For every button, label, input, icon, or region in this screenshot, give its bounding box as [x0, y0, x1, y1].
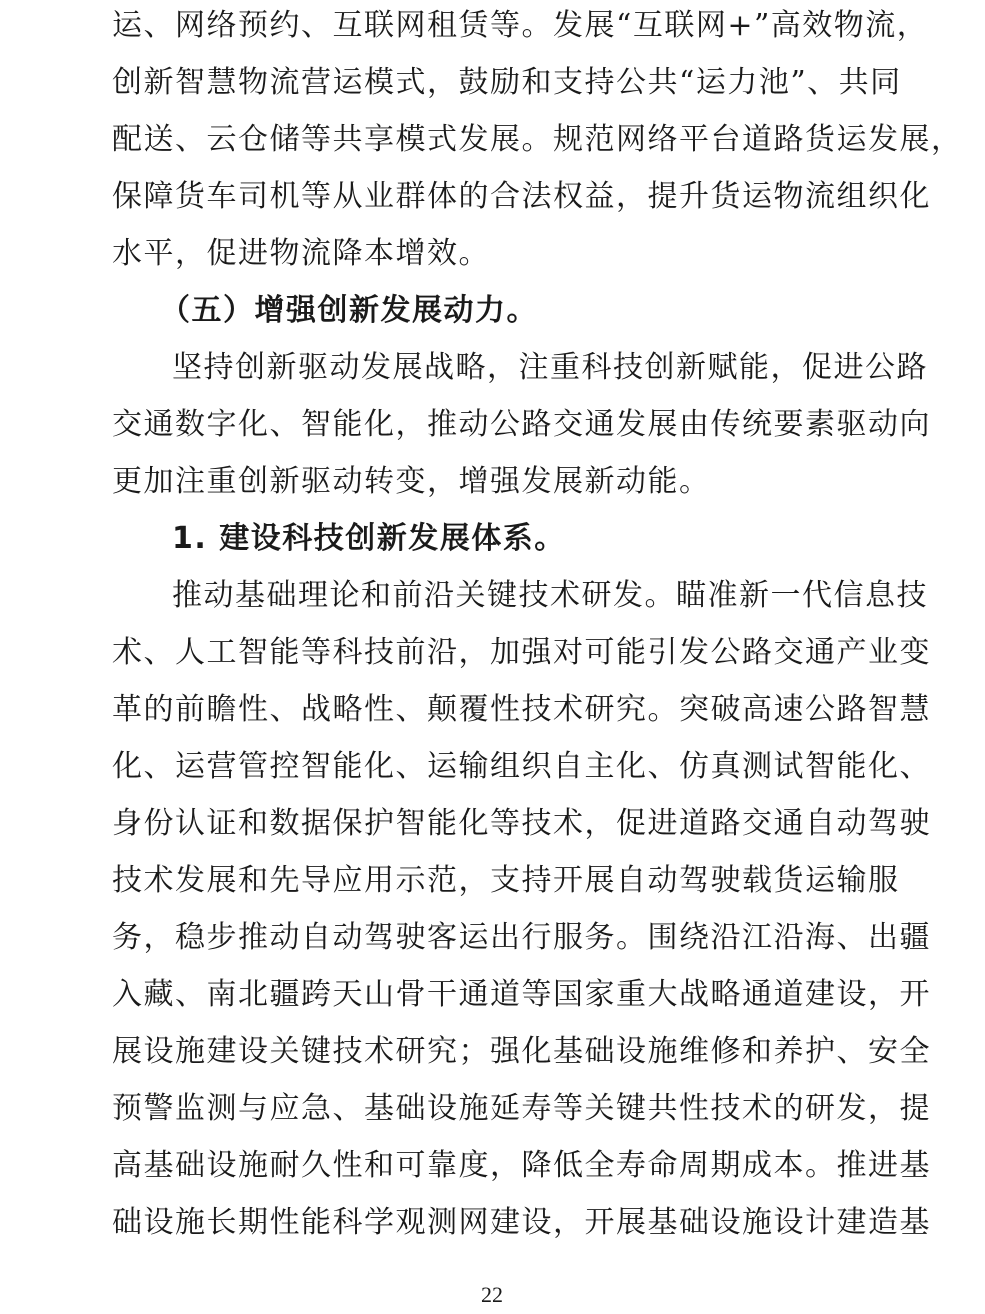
body-text-line: 展设施建设关键技术研究；强化基础设施维修和养护、安全 — [112, 1034, 931, 1069]
body-text-line: 保障货车司机等从业群体的合法权益，提升货运物流组织化 — [112, 179, 931, 214]
body-text-line: 革的前瞻性、战略性、颠覆性技术研究。突破高速公路智慧 — [112, 692, 931, 727]
section-heading: （五）增强创新发展动力。 — [160, 293, 538, 328]
body-text-line: 入藏、南北疆跨天山骨干通道等国家重大战略通道建设，开 — [112, 977, 931, 1012]
body-text-line: 化、运营管控智能化、运输组织自主化、仿真测试智能化、 — [112, 749, 931, 784]
body-text-line: 坚持创新驱动发展战略，注重科技创新赋能，促进公路 — [172, 350, 928, 385]
body-text-line: 交通数字化、智能化，推动公路交通发展由传统要素驱动向 — [112, 407, 931, 442]
body-text-line: 创新智慧物流营运模式，鼓励和支持公共“运力池”、共同 — [112, 65, 902, 100]
subsection-heading: 1. 建设科技创新发展体系。 — [172, 521, 566, 556]
body-text-line: 配送、云仓储等共享模式发展。规范网络平台道路货运发展， — [112, 122, 963, 157]
body-text-line: 更加注重创新驱动转变，增强发展新动能。 — [112, 464, 711, 499]
body-text-line: 术、人工智能等科技前沿，加强对可能引发公路交通产业变 — [112, 635, 931, 670]
body-text-line: 水平，促进物流降本增效。 — [112, 236, 490, 271]
body-text-line: 运、网络预约、互联网租赁等。发展“互联网+”高效物流， — [112, 8, 929, 43]
body-text-line: 高基础设施耐久性和可靠度，降低全寿命周期成本。推进基 — [112, 1148, 931, 1183]
body-text-line: 技术发展和先导应用示范，支持开展自动驾驶载货运输服 — [112, 863, 900, 898]
body-text-line: 务，稳步推动自动驾驶客运出行服务。围绕沿江沿海、出疆 — [112, 920, 931, 955]
body-text-line: 预警监测与应急、基础设施延寿等关键共性技术的研发，提 — [112, 1091, 931, 1126]
body-text-line: 推动基础理论和前沿关键技术研发。瞄准新一代信息技 — [172, 578, 928, 613]
body-text-line: 础设施长期性能科学观测网建设，开展基础设施设计建造基 — [112, 1205, 931, 1240]
body-text-line: 身份认证和数据保护智能化等技术，促进道路交通自动驾驶 — [112, 806, 931, 841]
page-number: 22 — [481, 1282, 503, 1307]
